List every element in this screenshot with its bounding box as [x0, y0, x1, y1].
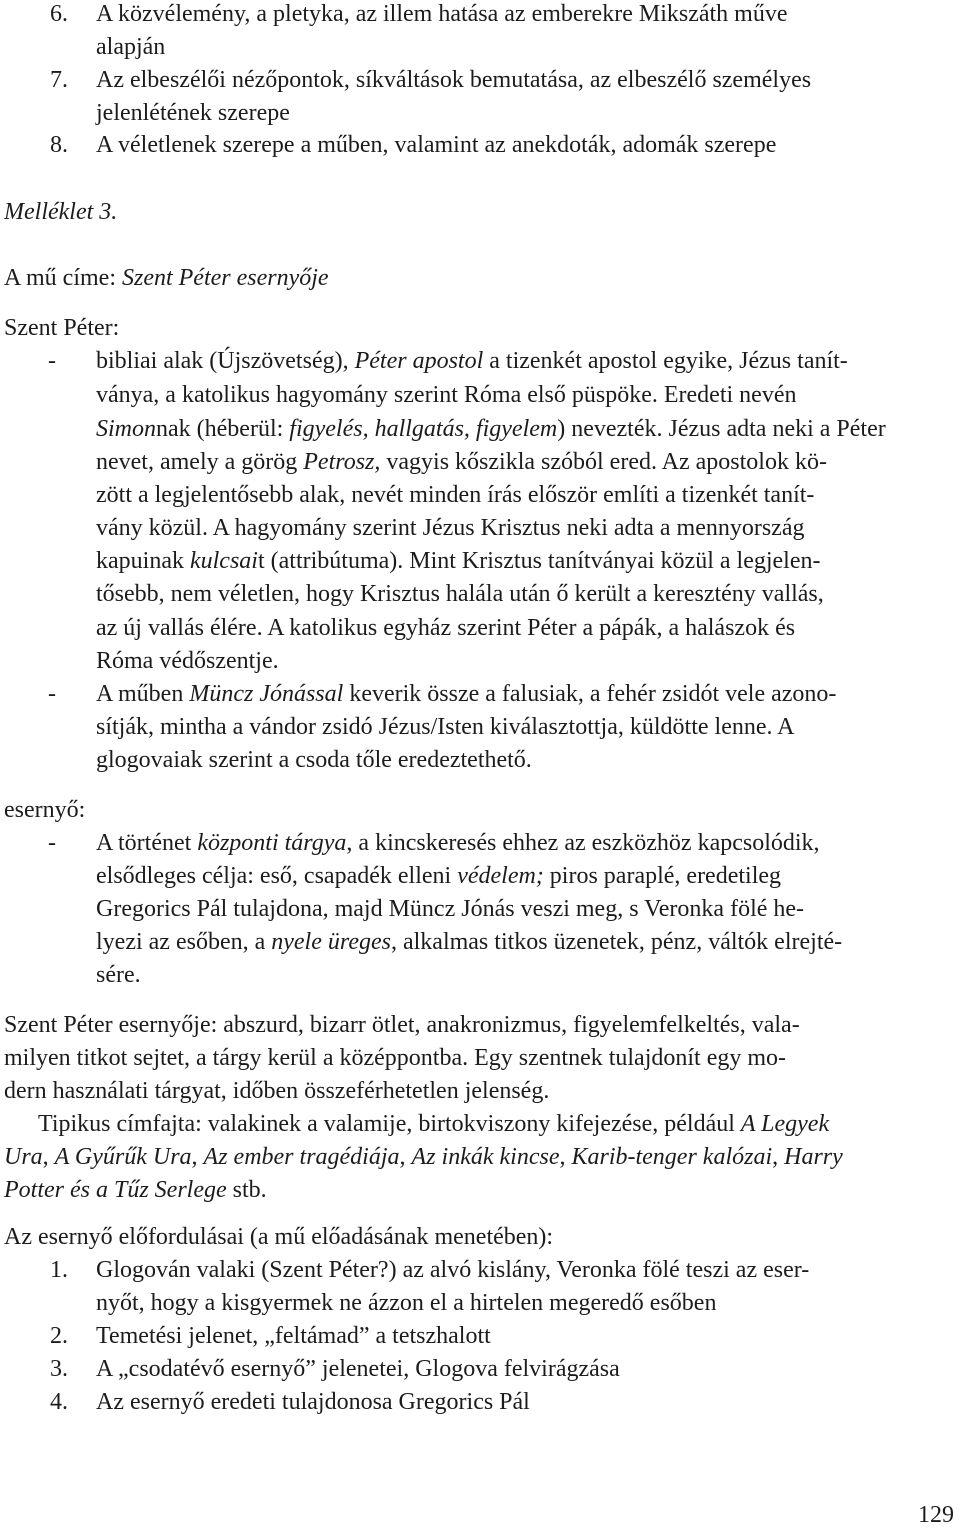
text-run: vagyis kőszikla szóból ered. Az apostolok kö-: [380, 449, 827, 475]
paragraph-line: [96, 678, 836, 710]
paragraph-line: milyen titkot sejtet, a tárgy kerül a középpontba. Egy szentnek tulajdonít egy mo-: [4, 1045, 787, 1071]
text-run: ,: [399, 1144, 412, 1170]
paragraph-line: [4, 1174, 267, 1206]
paragraph-line: [4, 1141, 843, 1173]
text-run-italic: kulcsai: [189, 548, 258, 574]
text-run: ) nevezték. Jézus adta neki a Péter: [557, 416, 886, 442]
list-number: 1.: [50, 1257, 68, 1283]
paragraph-line: zött a legjelentősebb alak, nevét minden írás először említi a tizenkét tanít-: [96, 482, 815, 508]
section-heading-occurrences: Az esernyő előfordulásai (a mű előadásának menetében):: [4, 1224, 554, 1250]
work-title-label: A mű címe:: [4, 265, 122, 291]
list-number: 3.: [50, 1356, 68, 1382]
text-run: ,: [191, 1144, 204, 1170]
section-heading-saint-peter: Szent Péter:: [4, 315, 120, 341]
text-run: ,: [42, 1144, 55, 1170]
text-run-italic: nyele üreges: [271, 929, 391, 955]
bullet-dash: -: [48, 681, 56, 707]
list-item-line: Az esernyő eredeti tulajdonosa Gregorics Pál: [96, 1389, 530, 1415]
text-run-italic: figyelés, hallgatás, figyelem: [289, 416, 558, 442]
text-run: kapuinak: [96, 548, 190, 574]
paragraph-line: [96, 926, 842, 958]
text-run-italic: Az inkák kincse: [411, 1144, 560, 1170]
appendix-heading: Melléklet 3.: [4, 199, 118, 225]
work-title: Szent Péter esernyője: [121, 265, 329, 291]
text-run-italic: Petrosz,: [303, 449, 381, 475]
list-item-line: Az elbeszélői nézőpontok, síkváltások bemutatása, az elbeszélő személyes: [96, 67, 812, 93]
text-run: nak (héberül:: [156, 416, 290, 442]
text-run-italic: Az ember tragédiája: [203, 1144, 400, 1170]
text-run-italic: Simon: [96, 416, 156, 442]
text-run: ,: [559, 1144, 572, 1170]
text-run-italic: Müncz Jónással: [189, 681, 344, 707]
paragraph-line: [96, 413, 886, 445]
paragraph-line: vány közül. A hagyomány szerint Jézus Krisztus neki adta a mennyország: [96, 515, 805, 541]
text-run-italic: A Gyűrűk Ura: [54, 1144, 192, 1170]
text-run: bibliai alak (Újszövetség),: [96, 348, 355, 374]
text-run: a tizenkét apostol egyike, Jézus tanít-: [483, 348, 848, 374]
text-run: lyezi az esőben, a: [96, 929, 272, 955]
paragraph-line: ványa, a katolikus hagyomány szerint Róma első püspöke. Eredeti nevén: [96, 382, 797, 408]
list-item-line: nyőt, hogy a kisgyermek ne ázzon el a hirtelen megeredő esőben: [96, 1290, 717, 1316]
list-number: 2.: [50, 1323, 68, 1349]
list-item-line: jelenlétének szerepe: [96, 100, 290, 126]
bullet-dash: -: [48, 348, 56, 374]
text-run-italic: Harry: [784, 1144, 843, 1170]
list-item-line: A közvélemény, a pletyka, az illem hatása az emberekre Mikszáth műve: [96, 1, 788, 27]
section-heading-umbrella: esernyő:: [4, 797, 86, 823]
paragraph-line: Szent Péter esernyője: abszurd, bizarr ötlet, anakronizmus, figyelemfelkeltés, vala-: [4, 1012, 800, 1038]
paragraph-line: [38, 1108, 829, 1140]
text-run-italic: Péter apostol: [354, 348, 484, 374]
list-item-line: A „csodatévő esernyő” jelenetei, Glogova felvirágzása: [96, 1356, 620, 1382]
paragraph-line: [96, 446, 827, 478]
text-run: A műben: [96, 681, 190, 707]
text-run: piros paraplé, eredetileg: [543, 863, 782, 889]
text-run-italic: Karib-tenger kalózai: [571, 1144, 773, 1170]
text-run: , a kincskeresés ehhez az eszközhöz kapcsolódik,: [346, 830, 820, 856]
text-run: , alkalmas titkos üzenetek, pénz, váltók elrejté-: [390, 929, 843, 955]
text-run: elsődleges célja: eső, csapadék elleni: [96, 863, 458, 889]
list-item-line: Glogován valaki (Szent Péter?) az alvó kislány, Veronka fölé teszi az eser-: [96, 1257, 810, 1283]
paragraph-line: az új vallás élére. A katolikus egyház szerint Péter a pápák, a halászok és: [96, 615, 796, 641]
text-run-italic: védelem;: [457, 863, 544, 889]
text-run-italic: Potter és a Tűz Serlege: [4, 1177, 227, 1203]
bullet-dash: -: [48, 830, 56, 856]
text-run: nevet, amely a görög: [96, 449, 304, 475]
text-run-italic: központi tárgya: [197, 830, 347, 856]
text-run: stb.: [226, 1177, 267, 1203]
paragraph-line: dern használati tárgyat, időben összeférhetetlen jelenség.: [4, 1078, 550, 1104]
paragraph-line: tősebb, nem véletlen, hogy Krisztus halála után ő került a keresztény vallás,: [96, 581, 824, 607]
list-number: 4.: [50, 1389, 68, 1415]
paragraph-line: [96, 827, 820, 859]
list-item-line: Temetési jelenet, „feltámad” a tetszhalott: [96, 1323, 491, 1349]
paragraph-line: [96, 860, 781, 892]
text-run-italic: A Legyek: [740, 1111, 830, 1137]
text-run-italic: Ura: [4, 1144, 43, 1170]
page-number: 129: [918, 1502, 954, 1528]
paragraph-line: [96, 345, 848, 377]
list-number: 6.: [50, 1, 68, 27]
paragraph-line: sére.: [96, 962, 141, 988]
list-number: 8.: [50, 132, 68, 158]
text-run: Tipikus címfajta: valakinek a valamije, birtokviszony kifejezése, például: [38, 1111, 741, 1137]
paragraph-line: [96, 545, 820, 577]
list-item-line: A véletlenek szerepe a műben, valamint az anekdoták, adomák szerepe: [96, 132, 777, 158]
paragraph-line: glogovaiak szerint a csoda tőle eredeztethető.: [96, 747, 532, 773]
work-title-line: [4, 262, 329, 294]
list-number: 7.: [50, 67, 68, 93]
text-run: ,: [772, 1144, 785, 1170]
text-run: t (attribútuma). Mint Krisztus tanítványai közül a legjelen-: [257, 548, 821, 574]
paragraph-line: sítják, mintha a vándor zsidó Jézus/Isten kiválasztottja, küldötte lenne. A: [96, 714, 795, 740]
paragraph-line: Róma védőszentje.: [96, 648, 279, 674]
list-item-line: alapján: [96, 34, 166, 60]
paragraph-line: Gregorics Pál tulajdona, majd Müncz Jónás veszi meg, s Veronka fölé he-: [96, 896, 805, 922]
text-run: keverik össze a falusiak, a fehér zsidót vele azono-: [343, 681, 837, 707]
text-run: A történet: [96, 830, 198, 856]
